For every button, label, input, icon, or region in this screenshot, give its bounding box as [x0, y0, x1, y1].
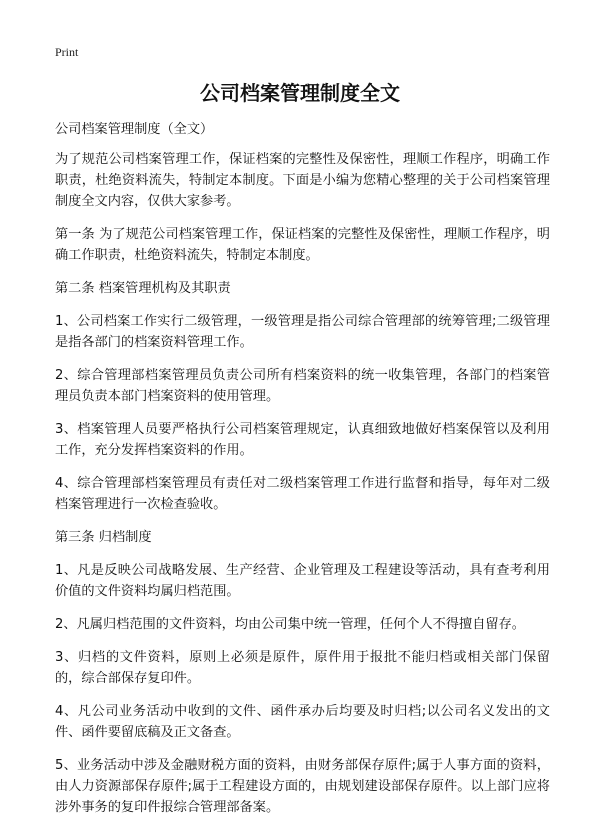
section-3-item: 4、凡公司业务活动中收到的文件、函件承办后均要及时归档;以公司名义发出的文件、函件要留底稿及正文备查。 [55, 704, 550, 740]
section-2-item: 3、档案管理人员要严格执行公司档案管理规定，认真细致地做好档案保管以及利用工作，充分发挥档案资料的作用。 [55, 422, 550, 458]
page-title: 公司档案管理制度全文 [200, 81, 400, 105]
print-link[interactable]: Print [55, 45, 79, 59]
section-3-item: 1、凡是反映公司战略发展、生产经营、企业管理及工程建设等活动，具有查考利用价值的文件资料均属归档范围。 [55, 563, 550, 599]
section-2-item: 1、公司档案工作实行二级管理，一级管理是指公司综合管理部的统筹管理;二级管理是指各部门的档案资料管理工作。 [55, 314, 550, 350]
document-body [55, 119, 550, 830]
section-3-item: 3、归档的文件资料，原则上必须是原件，原件用于报批不能归档或相关部门保留的，综合部保存复印件。 [55, 650, 550, 686]
article-1-paragraph: 第一条 为了规范公司档案管理工作，保证档案的完整性及保密性，理顺工作程序，明确工作职责，杜绝资料流失，特制定本制度。 [55, 227, 550, 263]
intro-paragraph: 为了规范公司档案管理工作，保证档案的完整性及保密性，理顺工作程序，明确工作职责，杜绝资料流失，特制定本制度。下面是小编为您精心整理的关于公司档案管理制度全文内容，仅供大家参考。 [55, 152, 550, 209]
section-3-heading: 第三条 归档制度 [55, 530, 152, 545]
section-2-item: 2、综合管理部档案管理员负责公司所有档案资料的统一收集管理，各部门的档案管理员负责本部门档案资料的使用管理。 [55, 368, 550, 404]
document-subtitle: 公司档案管理制度（全文） [55, 122, 214, 137]
section-3-item: 5、业务活动中涉及金融财税方面的资料，由财务部保存原件;属于人事方面的资料，由人力资源部保存原件;属于工程建设方面的，由规划建设部保存原件。以上部门应将涉外事务的复印件报综合管理部备案。 [55, 758, 550, 815]
section-2-item: 4、综合管理部档案管理员有责任对二级档案管理工作进行监督和指导，每年对二级档案管理进行一次检查验收。 [55, 476, 550, 512]
section-3-item: 2、凡属归档范围的文件资料，均由公司集中统一管理，任何个人不得擅自留存。 [55, 617, 525, 632]
section-2-heading: 第二条 档案管理机构及其职责 [55, 281, 231, 296]
